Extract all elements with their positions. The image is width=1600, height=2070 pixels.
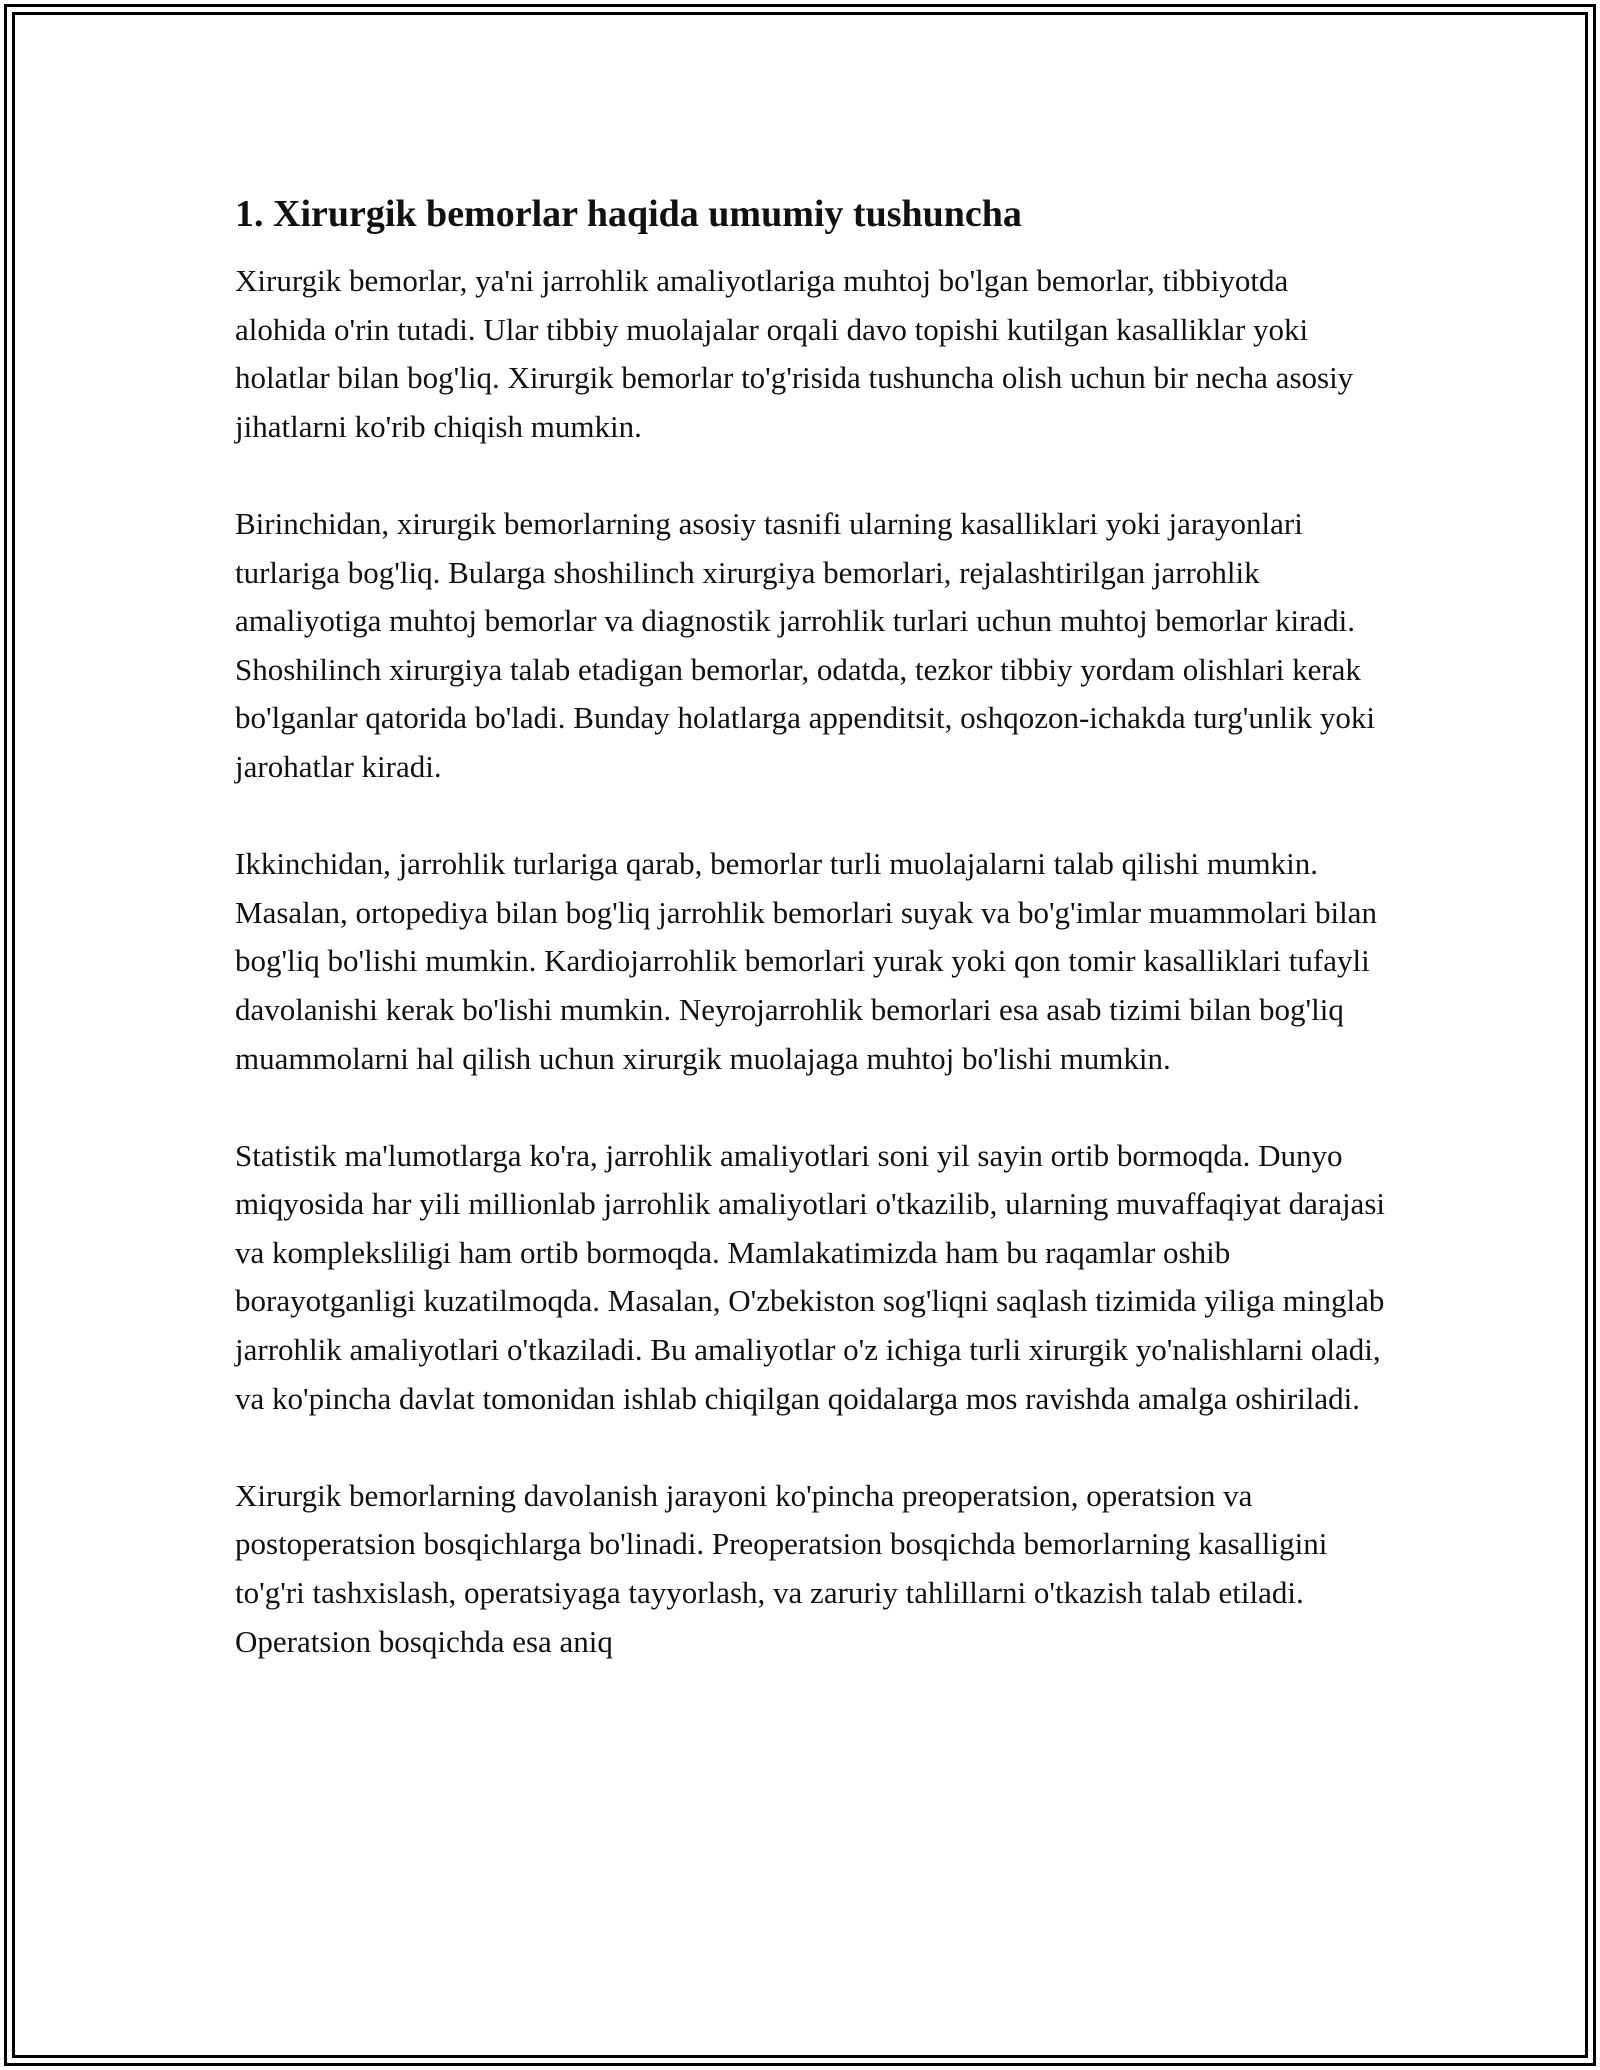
- section-title: 1. Xirurgik bemorlar haqida umumiy tushuncha: [235, 193, 1022, 235]
- paragraph-5: Xirurgik bemorlarning davolanish jarayoni ko'pincha preoperatsion, operatsion va postoperatsion bosqichlarga bo'linadi. Preoperatsion bosqichda bemorlarning kasalligini to'g'ri tashxislash, operatsiyaga tayyorlash, va zaruriy tahlillarni o'tkazish talab etiladi. Operatsion bosqichda esa aniq: [235, 1477, 1328, 1659]
- paragraph-2: Birinchidan, xirurgik bemorlarning asosiy tasnifi ularning kasalliklari yoki jarayonlari turlariga bog'liq. Bularga shoshilinch xirurgiya bemorlari, rejalashtirilgan jarrohlik amaliyotiga muhtoj bemorlar va diagnostik jarrohlik turlari uchun muhtoj bemorlar kiradi. Shoshilinch xirurgiya talab etadigan bemorlar, odatda, tezkor tibbiy yordam olishlari kerak bo'lganlar qatorida bo'ladi. Bunday holatlarga appenditsit, oshqozon-ichakda turg'unlik yoki jarohatlar kiradi.: [235, 505, 1375, 784]
- paragraph-4: Statistik ma'lumotlarga ko'ra, jarrohlik amaliyotlari soni yil sayin ortib bormoqda. Dunyo miqyosida har yili millionlab jarrohlik amaliyotlari o'tkazilib, ularning muvaffaqiyat darajasi va kompleksliligi ham ortib bormoqda. Mamlakatimizda ham bu raqamlar oshib borayotganligi kuzatilmoqda. Masalan, O'zbekiston sog'liqni saqlash tizimida yiliga minglab jarrohlik amaliyotlari o'tkaziladi. Bu amaliyotlar o'z ichiga turli xirurgik yo'nalishlarni oladi, va ko'pincha davlat tomonidan ishlab chiqilgan qoidalarga mos ravishda amalga oshiriladi.: [235, 1137, 1385, 1416]
- paragraph-1: Xirurgik bemorlar, ya'ni jarrohlik amaliyotlariga muhtoj bo'lgan bemorlar, tibbiyotda alohida o'rin tutadi. Ular tibbiy muolajalar orqali davo topishi kutilgan kasalliklar yoki holatlar bilan bog'liq. Xirurgik bemorlar to'g'risida tushuncha olish uchun bir necha asosiy jihatlarni ko'rib chiqish mumkin.: [235, 263, 1354, 444]
- document-body: [235, 185, 1385, 1715]
- paragraph-3: Ikkinchidan, jarrohlik turlariga qarab, bemorlar turli muolajalarni talab qilishi mumkin. Masalan, ortopediya bilan bog'liq jarrohlik bemorlari suyak va bo'g'imlar muammolari bilan bog'liq bo'lishi mumkin. Kardiojarrohlik bemorlari yurak yoki qon tomir kasalliklari tufayli davolanishi kerak bo'lishi mumkin. Neyrojarrohlik bemorlari esa asab tizimi bilan bog'liq muammolarni hal qilish uchun xirurgik muolajaga muhtoj bo'lishi mumkin.: [235, 846, 1377, 1076]
